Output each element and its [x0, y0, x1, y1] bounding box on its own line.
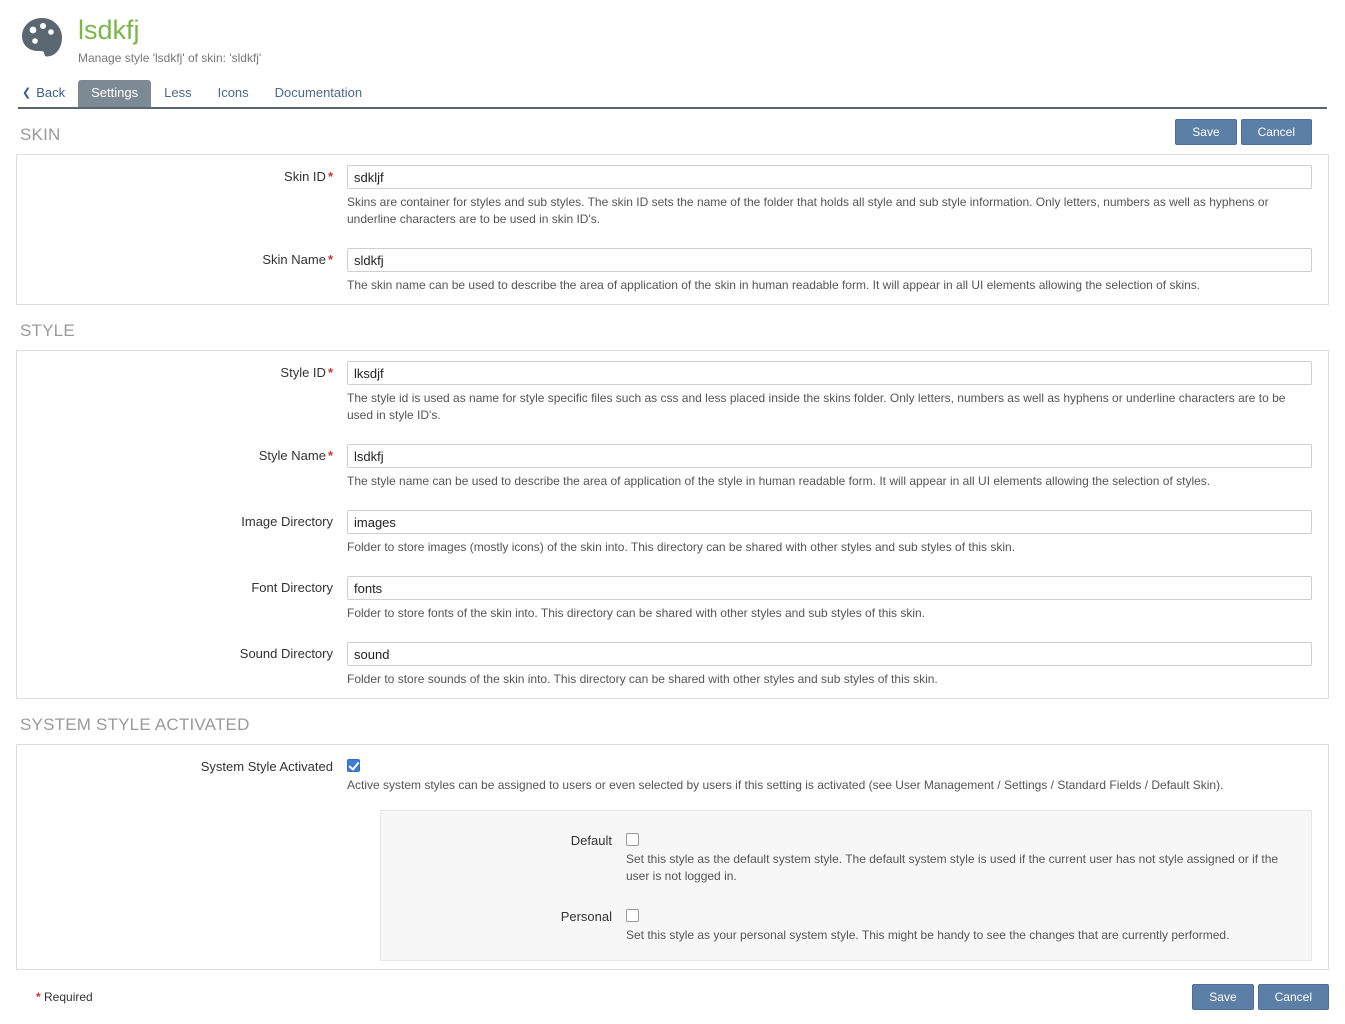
row-system-style-activated [17, 745, 1328, 804]
title-block [78, 14, 261, 65]
tab-less[interactable] [151, 80, 204, 107]
field-system-style-activated [347, 755, 1328, 804]
field-default [626, 829, 1311, 895]
field-style-name [347, 444, 1328, 500]
field-image-directory [347, 510, 1328, 566]
tab-less-label: Less [164, 85, 192, 101]
sound-directory-input[interactable] [347, 642, 1312, 666]
label-image-directory: Image Directory [241, 514, 333, 530]
tab-back[interactable] [18, 80, 78, 107]
tab-icons-label: Icons [217, 85, 249, 101]
field-font-directory [347, 576, 1328, 632]
system-style-activated-checkbox[interactable] [347, 759, 360, 772]
section-title-skin: SKIN [20, 125, 61, 145]
style-name-input[interactable] [347, 444, 1312, 468]
hint-skin-name: The skin name can be used to describe the area of application of the skin in human readable form. It will appear in all UI elements allowing the selection of skins. [347, 278, 1201, 293]
cancel-button-bottom[interactable]: Cancel [1258, 984, 1329, 1010]
page-header [0, 0, 1345, 65]
page-subtitle: Manage style 'lsdkfj' of skin: 'sldkfj' [78, 51, 262, 66]
font-directory-input[interactable] [347, 576, 1312, 600]
required-marker: * [327, 252, 333, 268]
required-marker: * [327, 448, 333, 464]
field-style-id [347, 361, 1328, 434]
label-style-name-text: Style Name [258, 448, 326, 464]
label-system-style-activated: System Style Activated [200, 759, 333, 775]
section-title-style: STYLE [20, 321, 75, 341]
cancel-button-top[interactable]: Cancel [1241, 119, 1312, 145]
row-image-directory [17, 500, 1328, 566]
style-id-input[interactable] [347, 361, 1312, 385]
required-marker: * [327, 169, 333, 185]
row-sound-directory [17, 632, 1328, 698]
label-style-id [17, 361, 347, 380]
personal-checkbox[interactable] [626, 909, 639, 922]
hint-style-name: The style name can be used to describe the area of application of the style in human readable form. It will appear in all UI elements allowing the selection of styles. [347, 474, 1211, 489]
row-style-name [17, 434, 1328, 500]
panel-skin [16, 125, 1329, 305]
hint-skin-id: Skins are container for styles and sub styles. The skin ID sets the name of the folder that holds all style and sub style information. Only letters, numbers as well as hyphens or underline characters are to be used in skin ID's. [347, 195, 1269, 227]
hint-font-directory: Folder to store fonts of the skin into. This directory can be shared with other styles and sub styles of this skin. [347, 606, 926, 621]
hint-personal: Set this style as your personal system style. This might be handy to see the changes that are currently performed. [626, 928, 1230, 943]
tab-documentation[interactable] [262, 80, 375, 107]
hint-style-id: The style id is used as name for style specific files such as css and less placed inside the skins folder. Only letters, numbers as well as hyphens or underline characters are to be used in style ID's. [347, 391, 1286, 423]
tab-settings[interactable] [78, 80, 151, 107]
label-skin-id [17, 165, 347, 184]
row-style-id [17, 351, 1328, 434]
footer-toolbar [1192, 984, 1329, 1010]
tab-settings-label: Settings [91, 85, 139, 101]
panel-system-style [16, 744, 1329, 970]
skin-toolbar [1175, 119, 1312, 145]
default-checkbox[interactable] [626, 833, 639, 846]
subgroup-system-style-options [380, 810, 1312, 961]
required-note [16, 990, 93, 1004]
hint-sound-directory: Folder to store sounds of the skin into. This directory can be shared with other styles and sub styles of this skin. [347, 672, 938, 687]
image-directory-input[interactable] [347, 510, 1312, 534]
tab-back-label: Back [36, 85, 66, 101]
label-default: Default [570, 833, 612, 849]
row-skin-id [17, 155, 1328, 238]
row-personal [381, 895, 1311, 954]
field-personal [626, 905, 1311, 954]
form-footer [16, 984, 1329, 1024]
skin-id-input[interactable] [347, 165, 1312, 189]
label-skin-id-text: Skin ID [284, 169, 326, 185]
label-personal: Personal [560, 909, 612, 925]
tab-icons[interactable] [205, 80, 262, 107]
field-skin-name [347, 248, 1328, 304]
chevron-left-icon: ❮ [22, 87, 32, 100]
page-title: lsdkfj [78, 15, 140, 45]
label-style-name [17, 444, 347, 463]
row-skin-name [17, 238, 1328, 304]
row-font-directory [17, 566, 1328, 632]
hint-system-style-activated: Active system styles can be assigned to users or even selected by users if this setting is activated (see User Management / Settings / Standard Fields / Default Skin). [347, 778, 1224, 793]
panel-style [16, 350, 1329, 699]
save-button-bottom[interactable]: Save [1192, 984, 1253, 1010]
label-sound-directory: Sound Directory [239, 646, 333, 662]
row-default [381, 819, 1311, 895]
label-font-directory: Font Directory [251, 580, 333, 596]
label-style-id-text: Style ID [280, 365, 326, 381]
tabbar [18, 81, 1327, 109]
hint-default: Set this style as the default system style. The default system style is used if the current user has not style assigned or if the user is not logged in. [626, 852, 1279, 884]
tab-documentation-label: Documentation [274, 85, 363, 101]
label-skin-name-text: Skin Name [262, 252, 326, 268]
required-marker: * [327, 365, 333, 381]
section-title-system-style: SYSTEM STYLE ACTIVATED [20, 715, 250, 735]
label-skin-name [17, 248, 347, 267]
hint-image-directory: Folder to store images (mostly icons) of the skin into. This directory can be shared with other styles and sub styles of this skin. [347, 540, 1016, 555]
field-sound-directory [347, 642, 1328, 698]
required-star: * [36, 990, 41, 1005]
save-button-top[interactable]: Save [1175, 119, 1236, 145]
palette-icon [18, 14, 66, 62]
field-skin-id [347, 165, 1328, 238]
required-label: Required [44, 990, 93, 1005]
skin-name-input[interactable] [347, 248, 1312, 272]
